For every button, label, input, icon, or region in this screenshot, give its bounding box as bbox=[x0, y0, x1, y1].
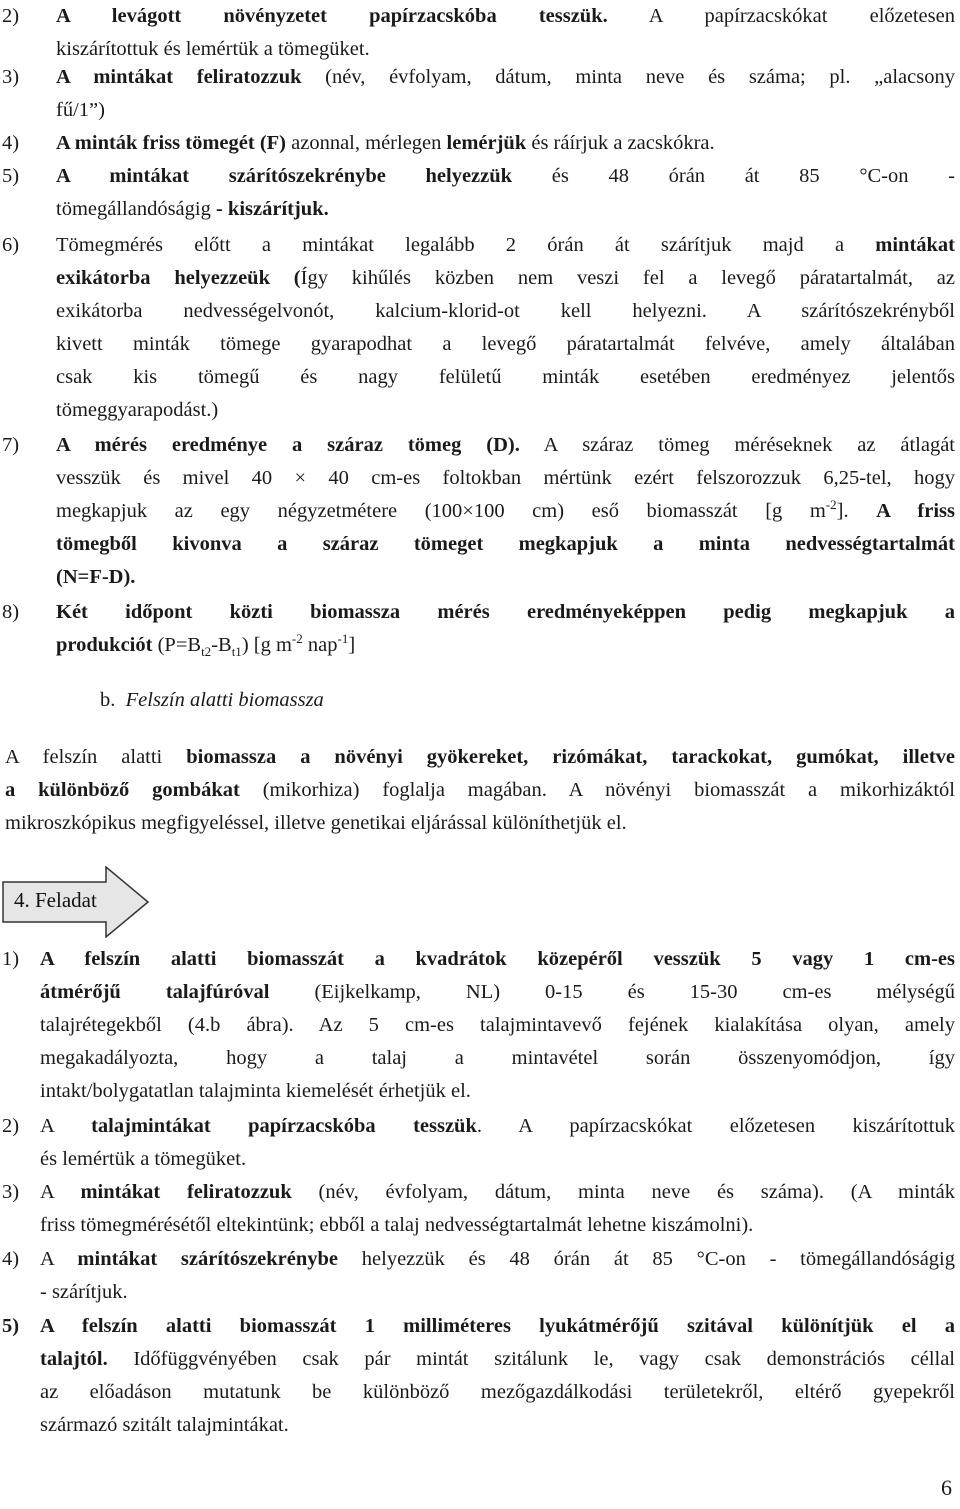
list-line: tömegből kivonva a száraz tömeget megkapjuk a minta nedvességtartalmát bbox=[56, 533, 955, 555]
list2-item-5 bbox=[2, 1310, 955, 1442]
subsection-title: Felszín alatti biomassza bbox=[125, 689, 324, 711]
list-item-8 bbox=[2, 596, 955, 662]
list-line: származó szitált talajmintákat. bbox=[40, 1414, 289, 1436]
list-line: exikátorba helyezzeük (Így kihűlés közben nem veszi fel a levegő páratartalmát, az bbox=[56, 267, 955, 289]
list-item-5 bbox=[2, 160, 955, 226]
list-line: A talajmintákat papírzacskóba tesszük. A papírzacskókat előzetesen kiszárítottuk bbox=[40, 1115, 955, 1137]
list-line: tömegállandóságig - kiszárítjuk. bbox=[56, 198, 329, 220]
list-line: A mintákat szárítószekrénybe helyezzük és 48 órán át 85 °C-on - bbox=[56, 165, 955, 187]
list-number: 3) bbox=[2, 66, 20, 88]
list-line: és lemértük a tömegüket. bbox=[40, 1148, 247, 1170]
list-line: csak kis tömegű és nagy felületű minták esetében eredményez jelentős bbox=[56, 366, 955, 388]
list-line: A felszín alatti biomasszát 1 milliméteres lyukátmérőjű szitával különítjük el a bbox=[40, 1315, 955, 1337]
list-line: exikátorba nedvességelvonót, kalcium-klorid-ot kell helyezni. A szárítószekrényből bbox=[56, 300, 955, 322]
list-line: - szárítjuk. bbox=[40, 1281, 128, 1303]
list-line: (N=F-D). bbox=[56, 566, 136, 588]
list2-item-3 bbox=[2, 1176, 955, 1242]
list-line: megakadályozta, hogy a talaj a mintavétel során összenyomódjon, így bbox=[40, 1047, 955, 1069]
task-label: 4. Feladat bbox=[14, 888, 97, 912]
list-line: kiszárítottuk és lemértük a tömegüket. bbox=[56, 38, 370, 60]
list-number: 1) bbox=[2, 948, 20, 970]
page-number: 6 bbox=[941, 1475, 952, 1500]
list-line: megkapjuk az egy négyzetmétere (100×100 cm) eső biomasszát [g $m^{-2}$]. A friss bbox=[56, 497, 955, 522]
list2-item-1 bbox=[2, 943, 955, 1108]
list-line: kivett minták tömege gyarapodhat a levegő páratartalmát felvéve, amely általában bbox=[56, 333, 955, 355]
list-line: A mintákat szárítószekrénybe helyezzük és 48 órán át 85 °C-on - tömegállandóságig bbox=[40, 1248, 955, 1270]
list-line: A felszín alatti biomasszát a kvadrátok közepéről vesszük 5 vagy 1 cm-es bbox=[40, 948, 955, 970]
list-line: friss tömegmérésétől eltekintünk; ebből a talaj nedvességtartalmát lehetne kiszámolni). bbox=[40, 1214, 754, 1236]
list-number: 4) bbox=[2, 132, 20, 154]
list-item-2 bbox=[2, 0, 955, 66]
list-number: 8) bbox=[2, 601, 20, 623]
list-number: 5) bbox=[2, 1315, 20, 1337]
subsection-letter: b. bbox=[100, 689, 116, 711]
list-line: A mérés eredménye a száraz tömeg (D). A száraz tömeg méréseknek az átlagát bbox=[56, 434, 955, 456]
list2-item-4 bbox=[2, 1243, 955, 1309]
body-paragraph bbox=[5, 741, 955, 840]
list-number: 3) bbox=[2, 1181, 20, 1203]
list-line: A minták friss tömegét (F) azonnal, mérlegen lemérjük és ráírjuk a zacskókra. bbox=[56, 132, 715, 154]
list-line: A mintákat feliratozzuk (név, évfolyam, dátum, minta neve és száma). (A minták bbox=[40, 1181, 955, 1203]
list-line: Tömegmérés előtt a mintákat legalább 2 órán át szárítjuk majd a mintákat bbox=[56, 234, 955, 256]
list-number: 6) bbox=[2, 234, 20, 256]
list-item-4 bbox=[2, 127, 955, 160]
list-item-3 bbox=[2, 61, 955, 127]
list-line: produkciót $(P=B_{t2}-B_{t1})$ [g $m^{-2}$ nap$^{-1}$] bbox=[56, 631, 356, 660]
paragraph-line: a különböző gombákat (mikorhiza) foglalja magában. A növényi biomasszát a mikorhizáktól bbox=[5, 779, 955, 801]
list-number: 4) bbox=[2, 1248, 20, 1270]
list2-item-2 bbox=[2, 1110, 955, 1176]
paragraph-line: A felszín alatti biomassza a növényi gyökereket, rizómákat, tarackokat, gumókat, illetve bbox=[5, 746, 955, 768]
list-number: 5) bbox=[2, 165, 20, 187]
list-item-6 bbox=[2, 229, 955, 427]
list-line: intakt/bolygatatlan talajminta kiemelését érhetjük el. bbox=[40, 1080, 471, 1102]
list-line: az előadáson mutatunk be különböző mezőgazdálkodási területekről, eltérő gyepekről bbox=[40, 1381, 955, 1403]
list-number: 2) bbox=[2, 5, 20, 27]
list-line: vesszük és mivel 40 × 40 cm-es foltokban mértünk ezért felszorozzuk 6,25-tel, hogy bbox=[56, 467, 955, 489]
list-line: tömeggyarapodást.) bbox=[56, 399, 219, 421]
list-item-7 bbox=[2, 429, 955, 594]
list-number: 7) bbox=[2, 434, 20, 456]
subsection-heading bbox=[100, 684, 324, 717]
list-number: 2) bbox=[2, 1115, 20, 1137]
paragraph-line: mikroszkópikus megfigyeléssel, illetve genetikai eljárással különíthetjük el. bbox=[5, 812, 627, 834]
list-line: A mintákat feliratozzuk (név, évfolyam, dátum, minta neve és száma; pl. „alacsony bbox=[56, 66, 955, 88]
list-line: talajtól. Időfüggvényében csak pár mintát szitálunk le, vagy csak demonstrációs céllal bbox=[40, 1348, 955, 1370]
list-line: A levágott növényzetet papírzacskóba tesszük. A papírzacskókat előzetesen bbox=[56, 5, 955, 27]
list-line: átmérőjű talajfúróval (Eijkelkamp, NL) 0-15 és 15-30 cm-es mélységű bbox=[40, 981, 955, 1003]
list-line: fű/1”) bbox=[56, 99, 105, 121]
list-line: Két időpont közti biomassza mérés eredményeképpen pedig megkapjuk a bbox=[56, 601, 955, 623]
list-line: talajrétegekből (4.b ábra). Az 5 cm-es talajmintavevő fejének kialakítása olyan, amely bbox=[40, 1014, 955, 1036]
task-arrow bbox=[2, 866, 150, 938]
